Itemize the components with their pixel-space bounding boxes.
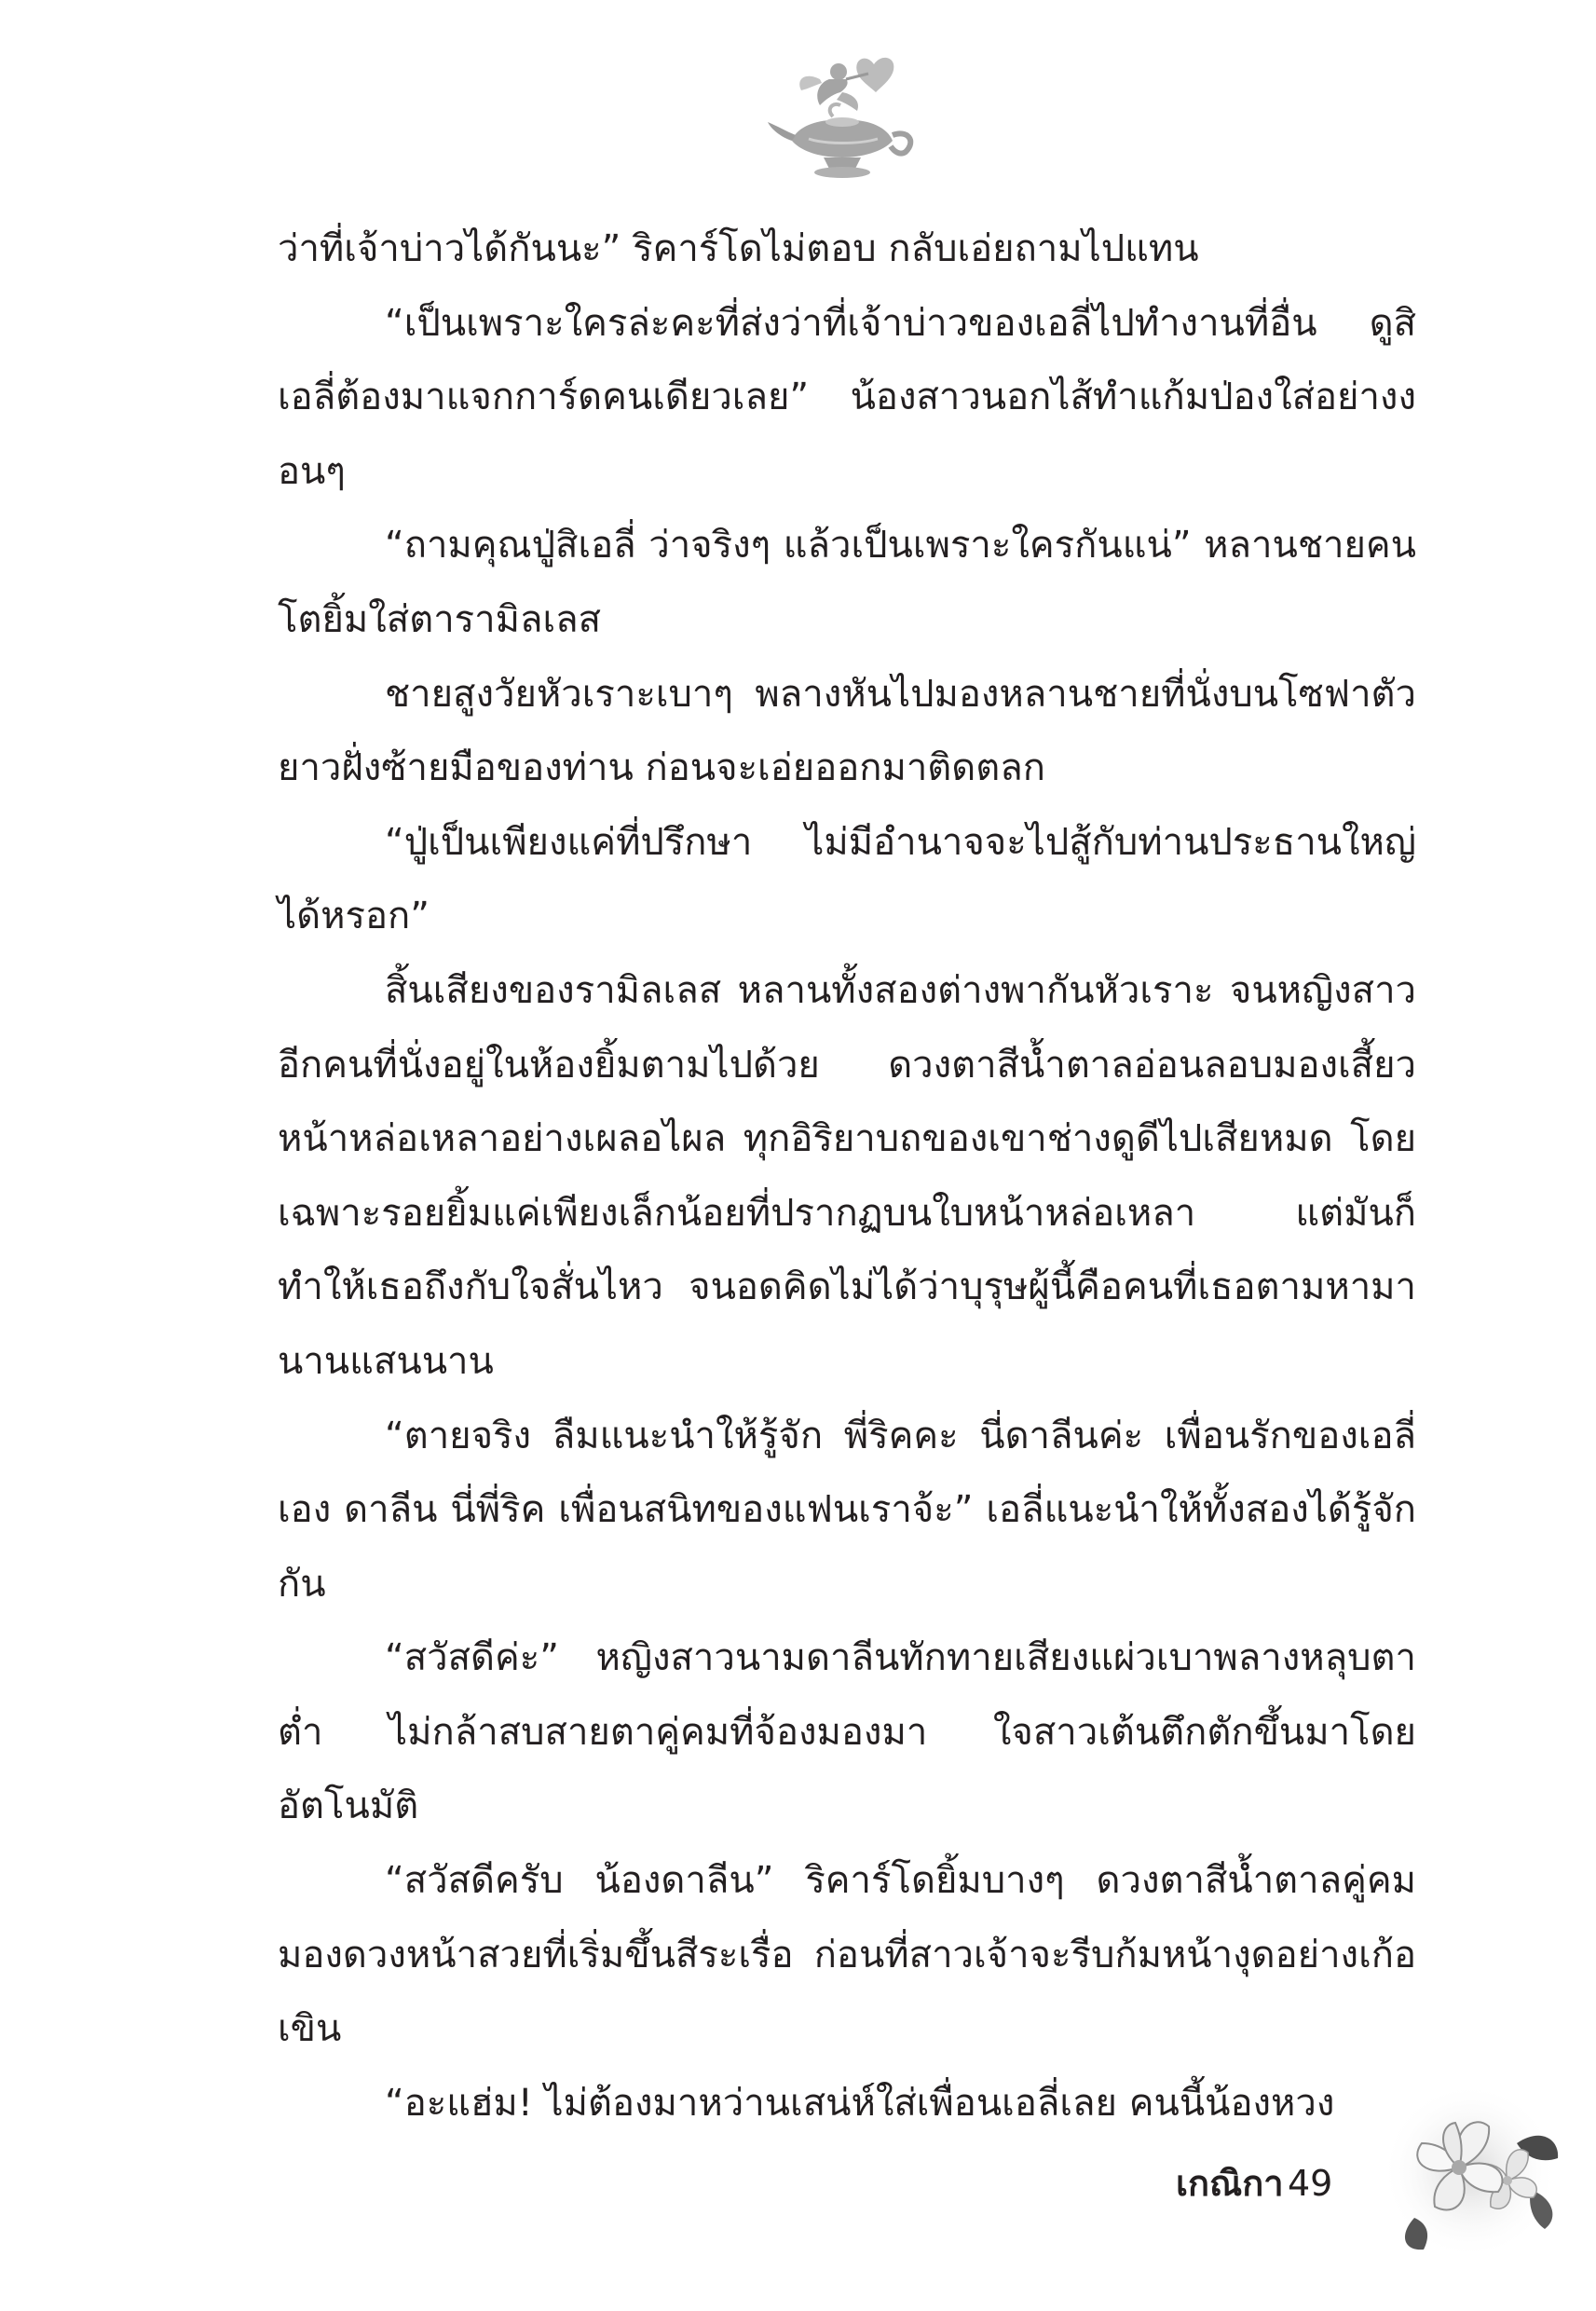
paragraph: ว่าที่เจ้าบ่าวได้กันนะ” ริคาร์โดไม่ตอบ กลับเอ่ยถามไปแทน: [278, 227, 1199, 270]
paragraph: “ถามคุณปู่สิเอลี่ ว่าจริงๆ แล้วเป็นเพราะใครกันแน่” หลานชายคนโตยิ้มใส่ตารามิลเลส: [278, 524, 1416, 641]
paragraph: สิ้นเสียงของรามิลเลส หลานทั้งสองต่างพากันหัวเราะ จนหญิงสาวอีกคนที่นั่งอยู่ในห้องยิ้มตามไปด้วย ดวงตาสีน้ำตาลอ่อนลอบมองเสี้ยวหน้าหล่อเหลาอย่างเผลอไผล ทุกอิริยาบถของเขาช่างดูดีไปเสียหมด โดยเฉพาะรอยยิ้มแค่เพียงเล็กน้อยที่ปรากฏบนใบหน้าหล่อเหลา แต่มันก็ทำให้เธอถึงกับใจสั่นไหว จนอดคิดไม่ได้ว่าบุรุษผู้นี้คือคนที่เธอตามหามานานแสนนาน: [278, 968, 1416, 1383]
frangipani-flower-icon: [1377, 2078, 1563, 2255]
page-number: 49: [1288, 2163, 1333, 2204]
teapot-cupid-ornament-icon: [764, 51, 922, 191]
paragraph: “สวัสดีค่ะ” หญิงสาวนามดาลีนทักทายเสียงแผ่วเบาพลางหลุบตาต่ำ ไม่กล้าสบสายตาคู่คมที่จ้องมองมา ใจสาวเต้นตึกตักขึ้นมาโดยอัตโนมัติ: [278, 1636, 1416, 1828]
paragraph: “เป็นเพราะใครล่ะคะที่ส่งว่าที่เจ้าบ่าวของเอลี่ไปทำงานที่อื่น ดูสิ เอลี่ต้องมาแจกการ์ดคนเดียวเลย” น้องสาวนอกไส้ทำแก้มป่องใส่อย่างงอนๆ: [278, 301, 1416, 493]
chapter-body-text: [278, 212, 1416, 2140]
paragraph: “อะแฮ่ม! ไม่ต้องมาหว่านเสน่ห์ใส่เพื่อนเอลี่เลย คนนี้น้องหวง: [385, 2081, 1335, 2125]
paragraph: “สวัสดีครับ น้องดาลีน” ริคาร์โดยิ้มบางๆ ดวงตาสีน้ำตาลคู่คมมองดวงหน้าสวยที่เริ่มขึ้นสีระเรื่อ ก่อนที่สาวเจ้าจะรีบก้มหน้างุดอย่างเก้อเขิน: [278, 1859, 1416, 2051]
paragraph: “ปู่เป็นเพียงแค่ที่ปรึกษา ไม่มีอำนาจจะไปสู้กับท่านประธานใหญ่ได้หรอก”: [278, 820, 1416, 938]
paragraph: ชายสูงวัยหัวเราะเบาๆ พลางหันไปมองหลานชายที่นั่งบนโซฟาตัวยาวฝั่งซ้ายมือของท่าน ก่อนจะเอ่ยออกมาติดตลก: [278, 672, 1416, 790]
paragraph: “ตายจริง ลืมแนะนำให้รู้จัก พี่ริคคะ นี่ดาลีนค่ะ เพื่อนรักของเอลี่เอง ดาลีน นี่พี่ริค เพื่อนสนิทของแฟนเราจ้ะ” เอลี่แนะนำให้ทั้งสองได้รู้จักกัน: [278, 1414, 1416, 1606]
footer-book-title: เกณิกา: [1176, 2163, 1284, 2204]
